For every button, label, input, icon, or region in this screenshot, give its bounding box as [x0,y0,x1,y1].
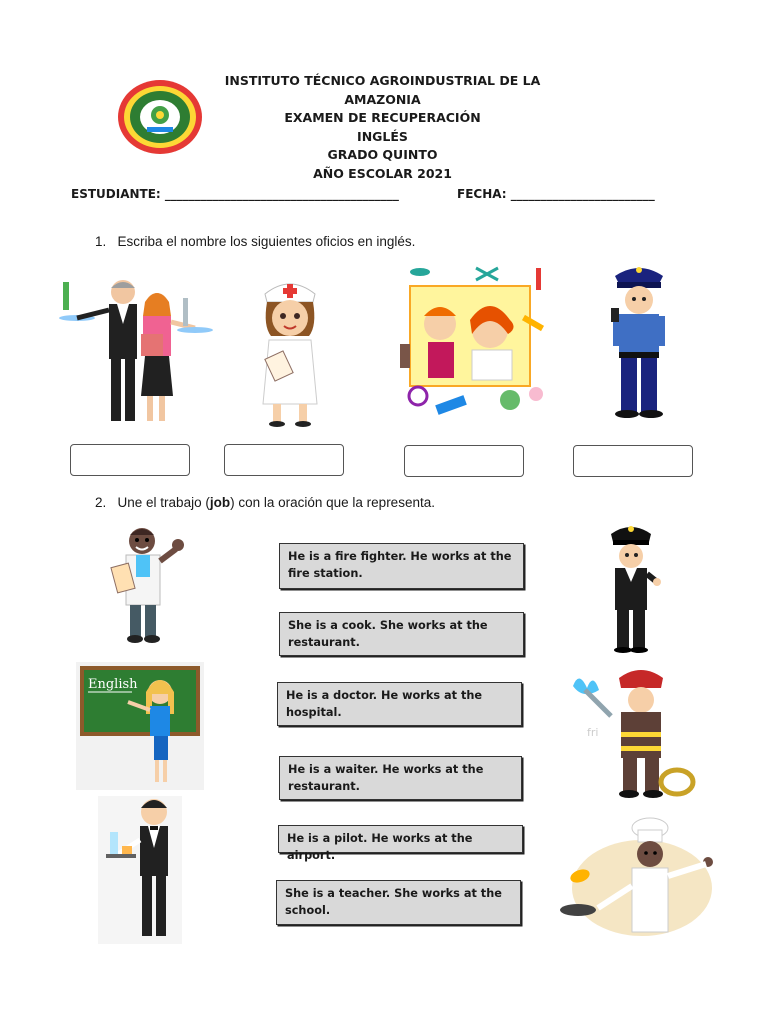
exam-title: EXAMEN DE RECUPERACIÓN [284,110,481,125]
question-1 [95,234,415,249]
date-label: FECHA: [457,187,507,201]
board-text: English [88,677,138,692]
teacher-illustration [76,662,204,790]
student-label: ESTUDIANTE: [71,187,161,201]
sentence-box-1 [279,543,524,589]
school-logo [117,79,203,155]
answer-box-3[interactable] [404,445,524,477]
question-1-text: Escriba el nombre los siguientes oficios en inglés. [117,234,416,249]
question-2 [95,495,435,510]
firefighter-watermark: fri [587,726,599,739]
answer-box-1[interactable] [70,444,190,476]
question-2-number: 2. [95,495,107,510]
waiter-illustration [98,796,182,944]
pilot-illustration [605,522,665,654]
doctor-illustration [108,525,186,645]
sentence-2: She is a cook. She works at the restaurant. [288,619,488,649]
header-block [200,72,565,183]
nurse-illustration [255,276,325,428]
barber-illustration [398,264,548,422]
date-field[interactable] [457,187,655,201]
answer-box-4[interactable] [573,445,693,477]
sentence-3: He is a doctor. He works at the hospital. [286,689,483,719]
sentence-5: He is a pilot. He works at the airport. [287,832,473,862]
sentence-4: He is a waiter. He works at the restaurant. [288,763,484,793]
institution-name: INSTITUTO TÉCNICO AGROINDUSTRIAL DE LA AMAZONIA [224,73,541,107]
subject: INGLÉS [357,128,408,144]
school-year: AÑO ESCOLAR 2021 [313,165,452,181]
date-blank[interactable]: ________________________ [510,187,655,201]
sentence-box-4 [279,756,522,800]
sentence-6: She is a teacher. She works at the school. [285,887,502,917]
student-blank[interactable]: _______________________________________ [164,187,399,201]
question-1-number: 1. [95,234,107,249]
sentence-box-5 [278,825,523,862]
student-field[interactable] [71,187,399,201]
waiters-illustration [55,276,215,426]
police-illustration [603,262,675,422]
firefighter-illustration [565,666,695,800]
question-2-text-after: ) con la oración que la representa. [230,495,435,510]
question-2-text-bold: job [209,495,231,510]
question-2-text-before: Une el trabajo ( [117,495,210,510]
cook-illustration [558,816,720,938]
sentence-1: He is a fire fighter. He works at the fire station. [288,550,512,580]
sentence-box-6 [276,880,521,925]
answer-box-2[interactable] [224,444,344,476]
grade: GRADO QUINTO [327,147,438,162]
sentence-box-2 [279,612,524,656]
sentence-box-3 [277,682,522,726]
